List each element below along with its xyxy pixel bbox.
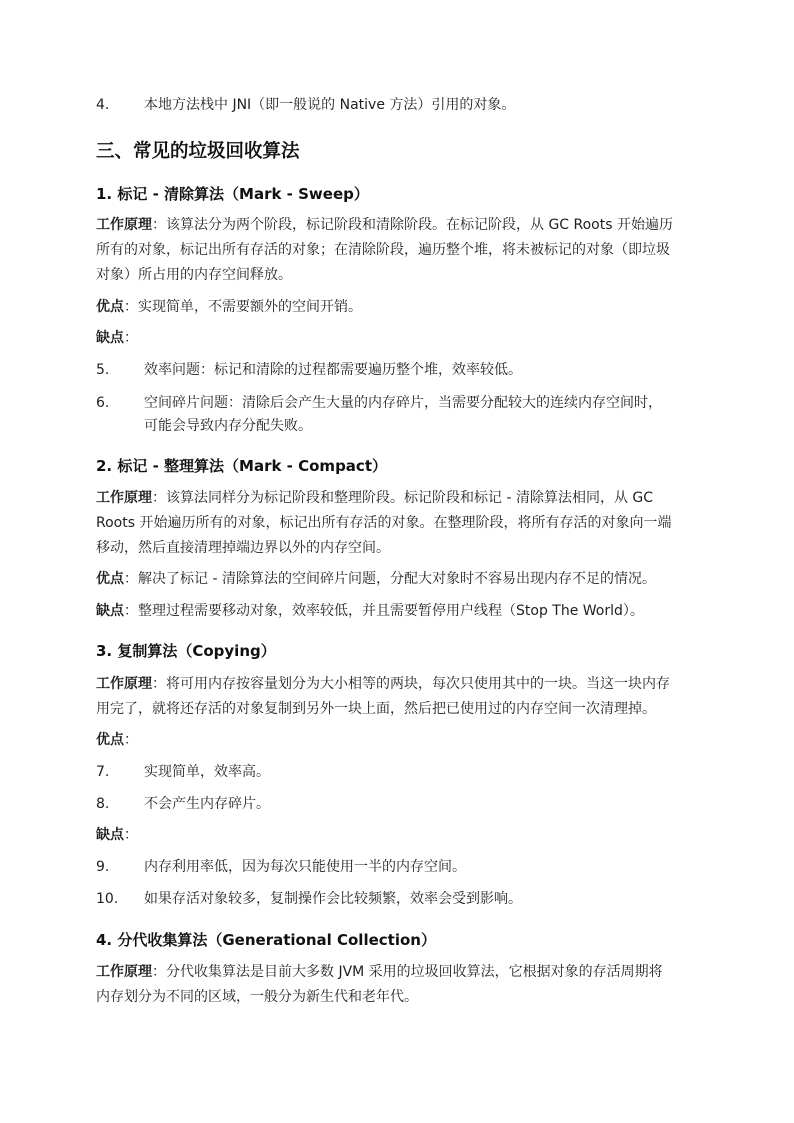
algorithm-4-principle xyxy=(96,960,663,985)
pros-text: ：解决了标记 - 清除算法的空间碎片问题，分配大对象时不容易出现内存不足的情况。 xyxy=(124,571,656,587)
principle-label: 工作原理 xyxy=(96,490,152,506)
list-number: 4. xyxy=(96,97,110,113)
list-number: 9. xyxy=(96,859,110,875)
list-text: 效率问题：标记和清除的过程都需要遍历整个堆，效率较低。 xyxy=(144,362,522,378)
principle-line: 对象）所占用的内存空间释放。 xyxy=(96,267,292,283)
cons-text: ：整理过程需要移动对象，效率较低，并且需要暂停用户线程（Stop The World）。 xyxy=(124,603,644,619)
algorithm-3-pros xyxy=(96,728,138,753)
algorithm-3-heading: 3. 复制算法（Copying） xyxy=(96,642,276,660)
principle-line: 移动，然后直接清理掉端边界以外的内存空间。 xyxy=(96,540,390,556)
principle-line: ：该算法同样分为标记阶段和整理阶段。标记阶段和标记 - 清除算法相同，从 GC xyxy=(152,490,654,506)
algorithm-3-cons xyxy=(96,823,138,848)
principle-label: 工作原理 xyxy=(96,964,152,980)
list-number: 10. xyxy=(96,891,119,907)
list-text: 本地方法栈中 JNI（即一般说的 Native 方法）引用的对象。 xyxy=(144,97,516,113)
pros-label: 优点 xyxy=(96,299,124,315)
list-text: 如果存活对象较多，复制操作会比较频繁，效率会受到影响。 xyxy=(144,891,522,907)
principle-label: 工作原理 xyxy=(96,217,152,233)
algorithm-1-cons xyxy=(96,326,138,351)
list-text: 空间碎片问题：清除后会产生大量的内存碎片，当需要分配较大的连续内存空间时， xyxy=(144,395,662,411)
principle-label: 工作原理 xyxy=(96,676,152,692)
algorithm-1-pros xyxy=(96,295,362,320)
list-text: 实现简单，效率高。 xyxy=(144,764,270,780)
list-number: 6. xyxy=(96,395,110,411)
cons-text: ： xyxy=(124,827,138,843)
list-text: 不会产生内存碎片。 xyxy=(144,796,270,812)
section-heading: 三、常见的垃圾回收算法 xyxy=(96,141,300,162)
principle-line: 内存划分为不同的区域，一般分为新生代和老年代。 xyxy=(96,989,418,1005)
list-text: 内存利用率低，因为每次只能使用一半的内存空间。 xyxy=(144,859,466,875)
cons-label: 缺点 xyxy=(96,603,124,619)
pros-label: 优点 xyxy=(96,732,124,748)
algorithm-2-heading: 2. 标记 - 整理算法（Mark - Compact） xyxy=(96,457,387,475)
principle-line: Roots 开始遍历所有的对象，标记出所有存活的对象。在整理阶段，将所有存活的对象向一端 xyxy=(96,515,672,531)
list-text: 可能会导致内存分配失败。 xyxy=(144,418,312,434)
algorithm-1-heading: 1. 标记 - 清除算法（Mark - Sweep） xyxy=(96,185,369,203)
algorithm-2-pros xyxy=(96,567,656,592)
cons-text: ： xyxy=(124,330,138,346)
pros-label: 优点 xyxy=(96,571,124,587)
list-number: 5. xyxy=(96,362,110,378)
cons-label: 缺点 xyxy=(96,330,124,346)
algorithm-2-cons xyxy=(96,599,644,624)
algorithm-3-principle xyxy=(96,672,670,697)
list-number: 7. xyxy=(96,764,110,780)
algorithm-2-principle xyxy=(96,486,653,511)
list-number: 8. xyxy=(96,796,110,812)
pros-text: ： xyxy=(124,732,138,748)
principle-line: 用完了，就将还存活的对象复制到另外一块上面，然后把已使用过的内存空间一次清理掉。 xyxy=(96,701,656,717)
algorithm-1-principle xyxy=(96,213,673,238)
pros-text: ：实现简单，不需要额外的空间开销。 xyxy=(124,299,362,315)
principle-line: ：分代收集算法是目前大多数 JVM 采用的垃圾回收算法，它根据对象的存活周期将 xyxy=(152,964,663,980)
principle-line: ：将可用内存按容量划分为大小相等的两块，每次只使用其中的一块。当这一块内存 xyxy=(152,676,670,692)
principle-line: ：该算法分为两个阶段，标记阶段和清除阶段。在标记阶段，从 GC Roots 开始遍历 xyxy=(152,217,673,233)
cons-label: 缺点 xyxy=(96,827,124,843)
algorithm-4-heading: 4. 分代收集算法（Generational Collection） xyxy=(96,931,436,949)
principle-line: 所有的对象，标记出所有存活的对象；在清除阶段，遍历整个堆，将未被标记的对象（即垃圾 xyxy=(96,242,670,258)
